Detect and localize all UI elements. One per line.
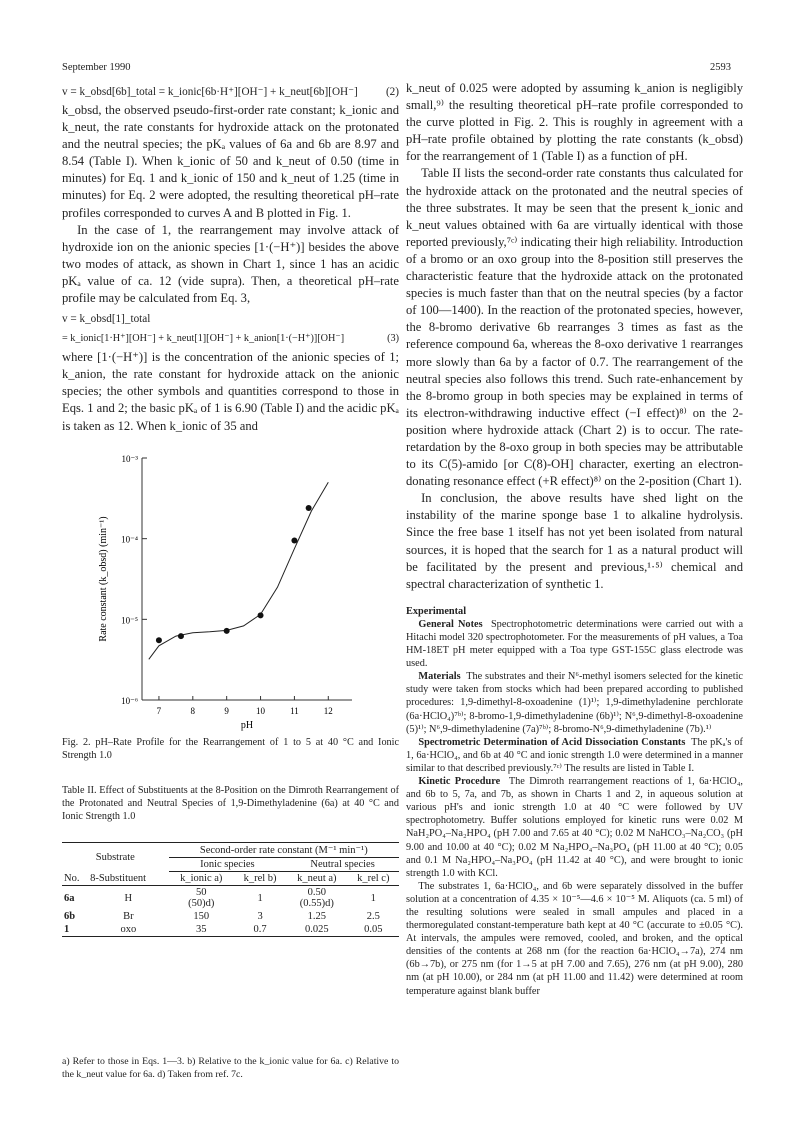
cell-no: 6b (64, 911, 76, 922)
paragraph-conclusion: In conclusion, the above results have shed light on the instability of the marine sponge base 1 to alkaline hydrolysis. Since the free base 1 itself has not yet been isolated from natural sources, it is hoped that the search for 1 as a natural product will be facilitated by the present and previous,¹·⁵⁾ chemical and spectral characterization of synthetic 1. (406, 491, 743, 591)
th-k-ionic: k_ionic a) (180, 873, 223, 884)
kinetic-title: Kinetic Procedure (418, 776, 501, 788)
materials-title: Materials (418, 671, 461, 683)
table-row (62, 886, 399, 911)
cell-substituent: oxo (120, 924, 137, 935)
experimental-heading: Experimental (406, 605, 467, 617)
equation-3-line-2 (62, 331, 399, 347)
paragraph-rate-constants: k_obsd, the observed pseudo-first-order rate constant; k_ionic and k_neut, the rate constants for hydroxide attack on the protonated and the neutral species; the pKₐ values of 6a and 6b are 8.97 and 8.54 (Table I). When k_ionic of 50 and k_neut of 0.50 (time in minutes) for Eq. 1 and k_ionic of 150 and k_neut of 1.25 (time in minutes) for Eq. 2 were adopted, the resulting theoretical pH–rate profiles corresponded to curves A and B plotted in Fig. 1. (62, 103, 399, 220)
cell-k-rel-neutral: 1 (370, 892, 376, 904)
rate-constant-table (62, 842, 399, 937)
materials (406, 670, 743, 735)
cell-k-rel-neutral: 0.05 (364, 924, 383, 935)
cell-k-rel-neutral: 2.5 (366, 911, 380, 922)
cell-k-neut: 0.025 (305, 924, 329, 935)
cell-k-ionic: 150 (193, 911, 210, 922)
paragraph-table-2-discussion: Table II lists the second-order rate constants thus calculated for the hydroxide attack on the protonated and the neutral species of the three substrates. It may be seen that the present k_ionic and k_neut values obtained with 6a are virtually identical with those reported previously,⁷ᶜ⁾ indicating their high reliability. Introduction of a bromo or an oxo group into the 8-position still preserves the characteristic feature that the hydroxide attack on the protonated species is much faster than that on the neutral species (by a factor of 100—1400). In the reaction of the protonated species, however, the 8-bromo derivative 6b rearranges 3 times as fast as the reference compound 6a, whereas the 8-oxo derivative 1 rearranges more slowly than 6a by a factor of 0.7. The rearrangement of the neutral species also follows this trend. Such rate-enhancement by the 8-bromo group in both species may be explained in terms of its electron-withdrawing inductive effect (−I effect)⁸⁾ on the 2-position where hydroxide attack (Chart 2) is to occur. The rate-retardation by the 8-oxo group in both species may be attributable to its C(5)-amido [or C(8)-OH] character, exerting an electron-donating resonance effect (+R effect)⁸⁾ on the 2-position (Chart 1). (406, 166, 743, 489)
y-tick-label: 10⁻⁴ (121, 534, 138, 545)
general-notes-title: General Notes (418, 618, 483, 630)
x-tick-label: 8 (190, 706, 196, 716)
x-tick-label: 7 (156, 706, 162, 716)
equation-2-text: v = k_obsd[6b]_total = k_ionic[6b·H⁺][OH⁻] + k_neut[6b][OH⁻] (62, 86, 358, 98)
x-tick-label: 9 (224, 706, 229, 716)
th-ionic-species: Ionic species (169, 858, 287, 872)
cell-substituent: Br (123, 911, 134, 922)
data-point (178, 633, 184, 639)
x-tick-label: 11 (290, 706, 299, 716)
cell-k-ionic-lit: (50)d) (188, 898, 215, 909)
spectrometric-determination (406, 736, 743, 775)
running-header-date: September 1990 (62, 62, 131, 73)
figure-2-caption: Fig. 2. pH–Rate Profile for the Rearrangement of 1 to 5 at 40 °C and Ionic Strength 1.0 (62, 737, 399, 761)
table-2-footnote: a) Refer to those in Eqs. 1—3. b) Relative to the k_ionic value for 6a. c) Relative to the k_neut value for 6a. d) Taken from ref. 7c. (62, 1056, 399, 1080)
x-tick-label: 10 (256, 706, 266, 716)
table-row (62, 910, 399, 923)
theoretical-curve (149, 482, 328, 659)
data-point (224, 628, 230, 634)
th-8-substituent: 8-Substituent (90, 872, 147, 884)
data-point (156, 637, 162, 643)
kinetic-text: The Dimroth rearrangement reactions of 1, 6a·HClO₄, and 6b to 5, 7a, and 7b, as shown in Charts 1 and 2, in aqueous solution at various pH's and ionic strength 1.0 at 40 °C were followed by UV spectrophotometry. Buffer solutions employed for kinetic runs were 0.02 M NaH₂PO₄–Na₂HPO₄ (pH 7.00 and 7.65 at 40 °C); 0.02 M NaHCO₃–Na₂CO₃ (pH 9.00 and 10.00 at 40 °C); 0.02 M Na₂HPO₄–Na₃PO₄ (pH 11.00 at 40 °C); 0.05 and 0.1 M Na₂HPO₄–Na₃PO₄ (pH 11.42 at 40 °C), and were brought to ionic strength 1.0 with KCl. (406, 776, 743, 879)
x-axis-label: pH (240, 720, 254, 731)
right-column (406, 80, 743, 998)
y-tick-label: 10⁻⁶ (121, 696, 138, 706)
spectro-title: Spectrometric Determination of Acid Dissociation Constants (418, 736, 686, 748)
spectro-text: The pKₐ's of 1, 6a·HClO₄, and 6b at 40 °C and ionic strength 1.0 were determined in a manner similar to that described previously.⁷ᶜ⁾ The results are listed in Table I. (406, 736, 743, 774)
equation-3-number: (3) (387, 333, 399, 345)
page-number: 2593 (710, 62, 731, 73)
cell-k-ionic-value: 50 (196, 887, 207, 898)
general-notes (406, 618, 743, 670)
y-tick-label: 10⁻⁵ (121, 615, 138, 626)
table-2 (62, 842, 399, 937)
experimental-section (406, 605, 743, 998)
paragraph-anionic-species: where [1·(−H⁺)] is the concentration of the anionic species of 1; k_anion, the rate constant for hydroxide attack on the anionic species; the other symbols and quantities correspond to those in Eqs. 1 and 2; the basic pKₐ of 1 is 6.90 (Table I) and the acidic pKₐ is taken as 12. When k_ionic of 35 and (62, 350, 399, 433)
paragraph-case-of-1: In the case of 1, the rearrangement may involve attack of hydroxide ion on the anionic species [1·(−H⁺)] besides the above two modes of attack, as shown in Chart 1, since 1 has an acidic pKₐ value of ca. 12 (vide supra). Then, a theoretical pH–rate profile may be calculated from Eq. 3, (62, 222, 399, 306)
equation-3b-text: = k_ionic[1·H⁺][OH⁻] + k_neut[1][OH⁻] + k_anion[1·(−H⁺)][OH⁻] (62, 333, 345, 345)
materials-text: The substrates and their N⁶-methyl isomers selected for the kinetic study were taken from stocks which had been prepared according to published procedures: 1,9-dimethyl-8-oxoadenine (1)¹⁾; 1,9-dimethyladenine perchlorate (6a·HClO₄)⁷ᵇ⁾; 8-bromo-1,9-dimethyladenine (6b)¹⁾; N⁶,9-dimethyl-8-oxoadenine (5)¹⁾; N⁶,9-dimethyladenine (7a)⁷ᵇ⁾; 8-bromo-N⁶,9-dimethyladenine (7b).¹⁾ (406, 671, 744, 735)
cell-substituent: H (124, 892, 133, 904)
th-neutral-species: Neutral species (286, 858, 399, 872)
th-rate-constant: Second-order rate constant (M⁻¹ min⁻¹) (169, 843, 399, 858)
equation-3-line-1 (62, 311, 399, 327)
cell-k-ionic: 35 (196, 924, 207, 935)
cell-k-neut-lit: (0.55)d) (299, 898, 334, 909)
data-point (258, 612, 264, 618)
cell-k-neut (286, 886, 347, 911)
kinetic-procedure-2: The substrates 1, 6a·HClO₄, and 6b were separately dissolved in the buffer solution at a concentration of 4.35 × 10⁻⁵—4.6 × 10⁻⁵ M. Aliquots (ca. 5 ml) of the resulting solutions were sealed in small ampules and placed in a thermoregulated constant-temperature bath kept at 40 °C (accurate to ±0.05 °C). At intervals, the ampules were removed, cooled, and broken, and the optical densities of the contents at 268 nm (for the reaction 6a·HClO₄→7a), 274 nm (6b→7b), or 275 nm (for 1→5 at pH 7.00 and 7.65), 276 nm (at pH 9.00), 280 nm (at pH 10.00), or 284 nm (at pH 11.00 and 11.42) were determined at room temperature against blank buffer (406, 880, 743, 997)
equation-2-number: (2) (385, 86, 399, 98)
cell-k-ionic (169, 886, 234, 911)
cell-no: 6a (64, 892, 75, 904)
th-substrate: Substrate (95, 851, 135, 863)
y-tick-label: 10⁻³ (121, 454, 138, 464)
paragraph-k-neut: k_neut of 0.025 were adopted by assuming k_anion is negligibly small,⁹⁾ the resulting theoretical pH–rate profile corresponded to the curve plotted in Fig. 2. This is roughly in agreement with a pH–rate profile obtained by plotting the rate constants (k_obsd) for the rearrangement of 1 (Table I) as a function of pH. (406, 81, 743, 164)
cell-k-rel-ionic: 0.7 (253, 924, 267, 935)
cell-k-neut: 1.25 (307, 911, 327, 922)
left-column (62, 80, 399, 435)
data-point (306, 505, 312, 511)
th-k-rel-ionic: k_rel b) (243, 873, 277, 884)
x-tick-label: 12 (323, 706, 333, 716)
general-notes-text: Spectrophotometric determinations were carried out with a Hitachi model 320 spectrophotometer. For the measurements of pH values, a Toa HM-18ET pH meter equipped with a Toa type GST-155C glass electrode was used. (406, 618, 744, 670)
table-2-caption: Table II. Effect of Substituents at the 8-Position on the Dimroth Rearrangement of the Protonated and Neutral Species of 1,9-Dimethyladenine (6a) at 40 °C and Ionic Strength 1.0 (62, 785, 399, 822)
th-k-neut: k_neut a) (297, 873, 337, 884)
cell-k-rel-ionic: 1 (257, 892, 263, 904)
cell-k-neut-value: 0.50 (307, 887, 327, 898)
cell-k-rel-ionic: 3 (257, 911, 263, 922)
th-no: No. (64, 872, 80, 884)
ph-rate-chart (62, 448, 399, 738)
data-point (291, 537, 297, 543)
th-k-rel-neutral: k_rel c) (357, 873, 390, 884)
figure-2-plot (62, 448, 399, 748)
kinetic-procedure (406, 775, 743, 880)
cell-no: 1 (64, 924, 70, 935)
equation-3a-text: v = k_obsd[1]_total (62, 313, 151, 326)
y-axis-label: Rate constant (k_obsd) (min⁻¹) (98, 516, 109, 642)
table-row (62, 923, 399, 937)
equation-2 (62, 84, 399, 100)
